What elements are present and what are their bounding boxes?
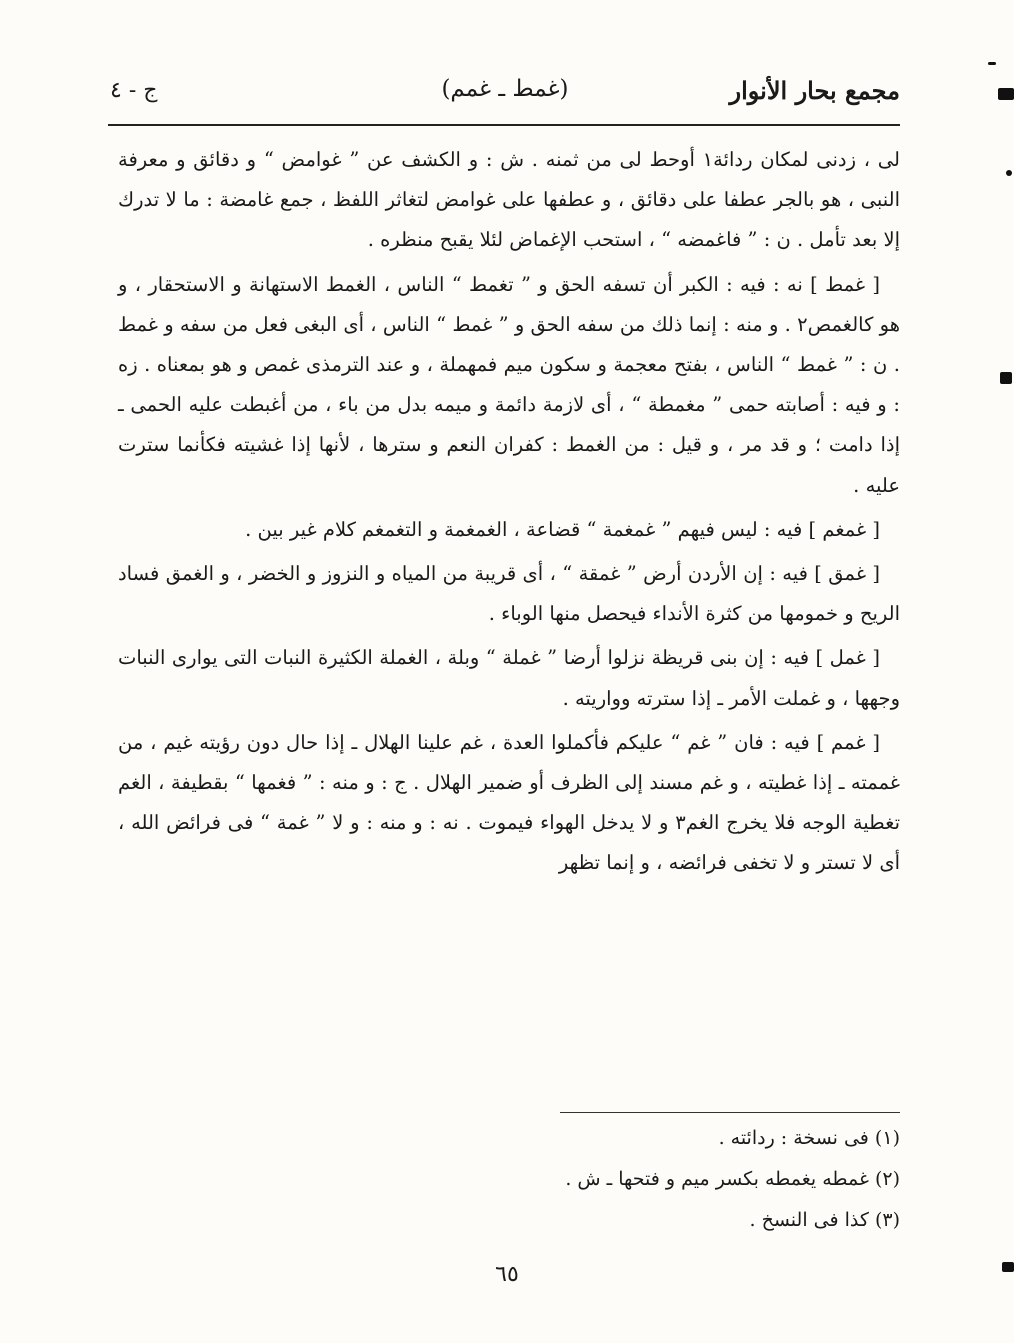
volume-number: ج - ٤ (110, 78, 158, 103)
scan-mark (1000, 372, 1012, 384)
paragraph-ghamaq: [ غمق ] فيه : إن الأردن أرض ” غمقة “ ، أى قريبة من المياه و النزوز و الخضر ، و الغمق فساد الريح و خمومها من كثرة الأنداء فيحصل منها الوباء . (118, 562, 900, 626)
footnote-2: (٢) غمطه يغمطه بكسر ميم و فتحها ـ ش . (565, 1168, 900, 1190)
paragraph-ghamam: [ غمم ] فيه : فان ” غم “ عليكم فأكملوا العدة ، غم علينا الهلال ـ إذا حال دون رؤيته غيم ، من غممته ـ إذا غطيته ، و غم مسند إلى الظرف أو ضمير الهلال . ج : و منه : ” فغمها “ بقطيفة ، الغم تغطية الوجه فلا يخرج الغم٣ و لا يدخل الهواء فيموت . نه : و منه : و لا ” غمة “ فى فرائض الله ، أى لا تستر و لا تخفى فرائضه ، و إنما تظهر (118, 730, 901, 875)
scan-mark (998, 88, 1014, 100)
footnote-1: (١) فى نسخة : ردائته . (718, 1127, 900, 1149)
running-header (110, 70, 900, 120)
page-number: ٦٥ (495, 1262, 519, 1287)
book-title: مجمع بحار الأنوار (729, 76, 900, 105)
scan-speck (1006, 170, 1012, 176)
paragraph-ghamgham: [ غمغم ] فيه : ليس فيهم ” غمغمة “ قضاعة ، الغمغمة و التغمغم كلام غير بين . (245, 517, 880, 541)
header-rule (108, 124, 900, 126)
footnote-3: (٣) كذا فى النسخ . (749, 1209, 900, 1231)
paragraph-1: لى ، زدنى لمكان ردائة١ أوحط لى من ثمنه . ش : و الكشف عن ” غوامض “ و دقائق و معرفة النبى ، هو بالجر عطفا على دقائق ، و عطفها على غوامض لتغاثر اللفظ ، جمع غامضة : ما لا تدرك إلا بعد تأمل . ن : ” فاغمضه “ ، استحب الإغماض لئلا يقبح منظره . (118, 148, 900, 252)
paragraph-ghamal: [ غمل ] فيه : إن بنى قريظة نزلوا أرضا ” غملة “ وبلة ، الغملة الكثيرة النبات التى يوارى النبات وجهها ، و غملت الأمر ـ إذا سترته وواريته . (118, 646, 900, 710)
footnotes (118, 1118, 900, 1241)
scan-speck (988, 62, 996, 65)
entry-range: (غمط ـ غمم) (441, 76, 569, 102)
footnote-rule (560, 1112, 900, 1113)
paragraph-ghamt: [ غمط ] نه : فيه : الكبر أن تسفه الحق و ” تغمط “ الناس ، الغمط الاستهانة و الاستحقار ، و هو كالغمص٢ . و منه : إنما ذلك من سفه الحق و ” غمط “ الناس ، أى البغى فعل من سفه و غمط . ن : ” غمط “ الناس ، بفتح معجمة و سكون ميم فمهملة ، و عند الترمذى غمص و هو بمعناه . زه : و فيه : أصابته حمى ” مغمطة “ ، أى لازمة دائمة و ميمه بدل من باء ، من أغبطت عليه الحمى ـ إذا دامت ؛ و قد مر ، و قيل : من الغمط : كفران النعم و سترها ، لأنها إذا غشيته فكأنما سترت عليه . (118, 272, 901, 497)
main-text (118, 140, 900, 888)
scan-mark (1002, 1262, 1014, 1272)
